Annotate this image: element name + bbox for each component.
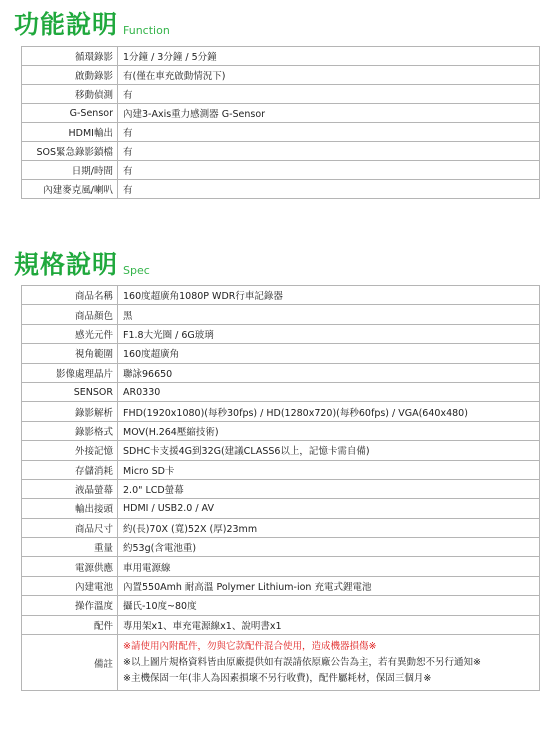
row-label: 液晶螢幕 [22, 479, 118, 498]
row-value: 160度超廣角1080P WDR行車記錄器 [118, 286, 540, 305]
row-label: 移動偵測 [22, 85, 118, 104]
row-value: MOV(H.264壓縮技術) [118, 421, 540, 440]
row-value: 有 [118, 161, 540, 180]
table-row [22, 47, 540, 66]
table-row [22, 123, 540, 142]
row-label: 商品名稱 [22, 286, 118, 305]
row-value: SDHC卡支援4G到32G(建議CLASS6以上，記憶卡需自備) [118, 441, 540, 460]
note-label: 備註 [22, 635, 118, 691]
row-label: 循環錄影 [22, 47, 118, 66]
row-value: 有 [118, 180, 540, 199]
spec-title: 規格說明 [14, 250, 119, 279]
row-value: 1分鐘 / 3分鐘 / 5分鐘 [118, 47, 540, 66]
table-row [22, 305, 540, 324]
row-label: 商品顏色 [22, 305, 118, 324]
table-row [22, 344, 540, 363]
row-value: 有(僅在車充啟動情況下) [118, 66, 540, 85]
row-label: 視角範圍 [22, 344, 118, 363]
row-value: 聯詠96650 [118, 363, 540, 382]
note-line: ※以上圖片規格資料皆由原廠提供如有誤請依原廠公告為主，若有異動恕不另行通知※ [123, 656, 481, 668]
row-label: 啟動錄影 [22, 66, 118, 85]
note-warning-line: ※請使用內附配件，勿與它款配件混合使用，造成機器損傷※ [123, 640, 377, 652]
function-heading [14, 12, 170, 37]
row-value: F1.8大光圈 / 6G玻璃 [118, 324, 540, 343]
spec-table [21, 285, 540, 691]
table-row [22, 460, 540, 479]
row-value: 專用架x1、車充電源線x1、說明書x1 [118, 615, 540, 634]
table-row [22, 538, 540, 557]
row-value: 有 [118, 85, 540, 104]
table-row [22, 180, 540, 199]
table-row [22, 557, 540, 576]
note-content [118, 635, 540, 691]
row-label: 商品尺寸 [22, 518, 118, 537]
row-label: 重量 [22, 538, 118, 557]
function-subtitle: Function [123, 24, 170, 37]
row-value: 有 [118, 123, 540, 142]
note-line: ※主機保固一年(非人為因素損壞不另行收費)，配件屬耗材，保固三個月※ [123, 672, 432, 684]
table-row [22, 142, 540, 161]
row-label: 感光元件 [22, 324, 118, 343]
row-value: Micro SD卡 [118, 460, 540, 479]
row-label: HDMI輸出 [22, 123, 118, 142]
table-row [22, 518, 540, 537]
row-label: 影像處理晶片 [22, 363, 118, 382]
table-row [22, 441, 540, 460]
row-label: 內建電池 [22, 576, 118, 595]
row-value: 約(長)70X (寬)52X (厚)23mm [118, 518, 540, 537]
table-row [22, 576, 540, 595]
row-value: 攝氏-10度~80度 [118, 596, 540, 615]
table-row [22, 85, 540, 104]
table-row [22, 66, 540, 85]
row-value: 160度超廣角 [118, 344, 540, 363]
row-value: 約53g(含電池重) [118, 538, 540, 557]
row-label: 錄影解析 [22, 402, 118, 421]
function-table [21, 46, 540, 199]
row-value: 內建3-Axis重力感測器 G-Sensor [118, 104, 540, 123]
table-row [22, 382, 540, 401]
table-row [22, 615, 540, 634]
note-row [22, 635, 540, 691]
row-value: 有 [118, 142, 540, 161]
row-label: 外接記憶 [22, 441, 118, 460]
row-label: 錄影格式 [22, 421, 118, 440]
spec-heading [14, 252, 150, 277]
row-label: 電源供應 [22, 557, 118, 576]
row-label: SENSOR [22, 382, 118, 401]
table-row [22, 421, 540, 440]
row-value: FHD(1920x1080)(每秒30fps) / HD(1280x720)(每秒60fps) / VGA(640x480) [118, 402, 540, 421]
table-row [22, 596, 540, 615]
table-row [22, 104, 540, 123]
table-row [22, 324, 540, 343]
row-value: 內置550Amh 耐高溫 Polymer Lithium-ion 充電式鋰電池 [118, 576, 540, 595]
row-label: 日期/時間 [22, 161, 118, 180]
function-title: 功能說明 [14, 10, 119, 39]
table-row [22, 479, 540, 498]
row-label: 存儲消耗 [22, 460, 118, 479]
row-label: SOS緊急錄影鎖檔 [22, 142, 118, 161]
row-label: 操作溫度 [22, 596, 118, 615]
row-label: 配件 [22, 615, 118, 634]
table-row [22, 161, 540, 180]
table-row [22, 286, 540, 305]
row-value: 車用電源線 [118, 557, 540, 576]
table-row [22, 499, 540, 518]
row-value: 2.0" LCD螢幕 [118, 479, 540, 498]
row-value: AR0330 [118, 382, 540, 401]
row-value: 黑 [118, 305, 540, 324]
row-label: G-Sensor [22, 104, 118, 123]
spec-subtitle: Spec [123, 264, 150, 277]
row-value: HDMI / USB2.0 / AV [118, 499, 540, 518]
row-label: 內建麥克風/喇叭 [22, 180, 118, 199]
row-label: 輸出接頭 [22, 499, 118, 518]
table-row [22, 363, 540, 382]
table-row [22, 402, 540, 421]
